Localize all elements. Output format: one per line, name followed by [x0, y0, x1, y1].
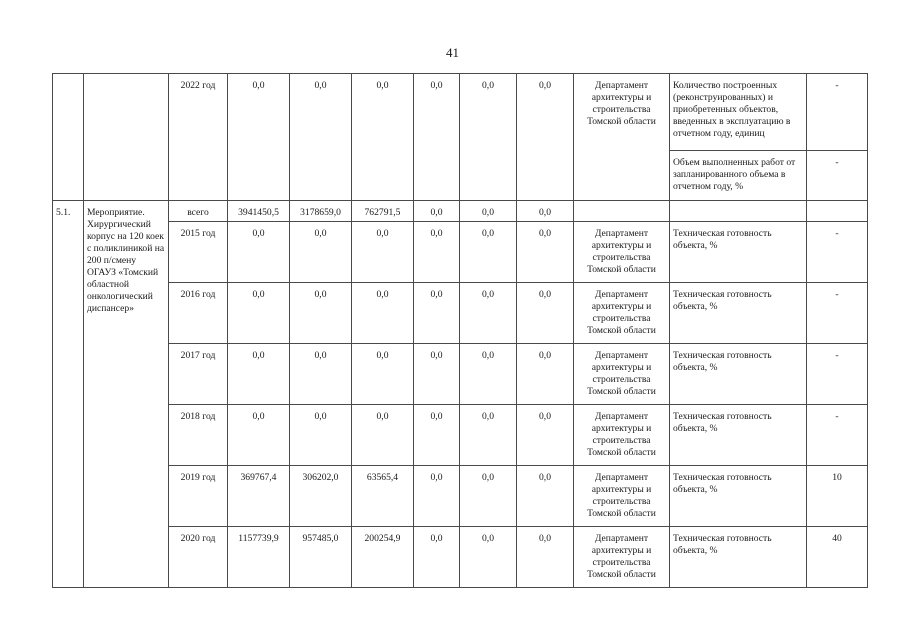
target-cell: - — [807, 222, 868, 283]
department-cell: Департамент архитектуры и строительства Томской области — [574, 405, 670, 466]
year-cell: 2017 год — [169, 344, 228, 405]
target-cell: - — [807, 405, 868, 466]
value-regional-cell: 0,0 — [352, 344, 414, 405]
value-tfoms-cell: 0,0 — [460, 201, 517, 222]
value-total-cell: 1157739,9 — [228, 527, 290, 588]
value-other-cell: 0,0 — [517, 74, 574, 201]
value-tfoms-cell: 0,0 — [460, 466, 517, 527]
value-total-cell: 369767,4 — [228, 466, 290, 527]
value-local-cell: 0,0 — [414, 527, 460, 588]
value-other-cell: 0,0 — [517, 283, 574, 344]
year-cell: 2022 год — [169, 74, 228, 201]
table-row-year — [53, 466, 868, 527]
value-total-cell: 0,0 — [228, 405, 290, 466]
value-local-cell: 0,0 — [414, 405, 460, 466]
value-local-cell: 0,0 — [414, 344, 460, 405]
table-row-year — [53, 283, 868, 344]
year-cell: 2016 год — [169, 283, 228, 344]
department-cell — [574, 201, 670, 222]
indicator-cell: Количество построенных (реконструированных) и приобретенных объектов, введенных в эксплуатацию в отчетном году, единиц — [670, 74, 807, 151]
year-cell: 2018 год — [169, 405, 228, 466]
indicator-cell: Техническая готовность объекта, % — [670, 283, 807, 344]
value-tfoms-cell: 0,0 — [460, 283, 517, 344]
target-cell: 10 — [807, 466, 868, 527]
indicator-cell: Техническая готовность объекта, % — [670, 405, 807, 466]
measure-name-cell: Мероприятие. Хирургический корпус на 120 коек с поликлиникой на 200 п/смену ОГАУЗ «Томский областной онкологический диспансер» — [84, 201, 169, 588]
value-other-cell: 0,0 — [517, 466, 574, 527]
target-cell: - — [807, 283, 868, 344]
value-other-cell: 0,0 — [517, 405, 574, 466]
empty-number-cell — [53, 74, 84, 201]
department-cell: Департамент архитектуры и строительства Томской области — [574, 283, 670, 344]
value-regional-cell: 63565,4 — [352, 466, 414, 527]
value-other-cell: 0,0 — [517, 222, 574, 283]
value-total-cell: 0,0 — [228, 222, 290, 283]
department-cell: Департамент архитектуры и строительства Томской области — [574, 466, 670, 527]
value-local-cell: 0,0 — [414, 283, 460, 344]
indicator-cell: Техническая готовность объекта, % — [670, 466, 807, 527]
value-federal-cell: 306202,0 — [290, 466, 352, 527]
table-row-year — [53, 344, 868, 405]
value-total-cell: 3941450,5 — [228, 201, 290, 222]
value-federal-cell: 957485,0 — [290, 527, 352, 588]
table-row-year — [53, 527, 868, 588]
year-cell: 2019 год — [169, 466, 228, 527]
value-federal-cell: 0,0 — [290, 222, 352, 283]
indicator-cell — [670, 201, 807, 222]
department-cell: Департамент архитектуры и строительства Томской области — [574, 527, 670, 588]
target-cell: 40 — [807, 527, 868, 588]
value-other-cell: 0,0 — [517, 527, 574, 588]
value-regional-cell: 0,0 — [352, 74, 414, 201]
target-cell — [807, 201, 868, 222]
value-regional-cell: 200254,9 — [352, 527, 414, 588]
value-federal-cell: 3178659,0 — [290, 201, 352, 222]
table-row-year — [53, 405, 868, 466]
value-local-cell: 0,0 — [414, 74, 460, 201]
target-cell: - — [807, 74, 868, 151]
value-local-cell: 0,0 — [414, 222, 460, 283]
value-federal-cell: 0,0 — [290, 74, 352, 201]
value-total-cell: 0,0 — [228, 283, 290, 344]
indicator-cell: Техническая готовность объекта, % — [670, 222, 807, 283]
value-total-cell: 0,0 — [228, 74, 290, 201]
value-tfoms-cell: 0,0 — [460, 344, 517, 405]
target-cell: - — [807, 344, 868, 405]
year-cell: 2015 год — [169, 222, 228, 283]
program-table — [52, 73, 868, 588]
value-regional-cell: 762791,5 — [352, 201, 414, 222]
value-local-cell: 0,0 — [414, 466, 460, 527]
value-other-cell: 0,0 — [517, 344, 574, 405]
value-total-cell: 0,0 — [228, 344, 290, 405]
page-number: 41 — [446, 45, 459, 60]
indicator-cell: Техническая готовность объекта, % — [670, 344, 807, 405]
table-row-year — [53, 222, 868, 283]
value-tfoms-cell: 0,0 — [460, 222, 517, 283]
value-other-cell: 0,0 — [517, 201, 574, 222]
value-regional-cell: 0,0 — [352, 283, 414, 344]
year-cell: 2020 год — [169, 527, 228, 588]
value-local-cell: 0,0 — [414, 201, 460, 222]
value-tfoms-cell: 0,0 — [460, 74, 517, 201]
table-row-2022 — [53, 74, 868, 151]
value-federal-cell: 0,0 — [290, 405, 352, 466]
value-regional-cell: 0,0 — [352, 222, 414, 283]
value-tfoms-cell: 0,0 — [460, 527, 517, 588]
empty-name-cell — [84, 74, 169, 201]
value-regional-cell: 0,0 — [352, 405, 414, 466]
target-cell: - — [807, 151, 868, 201]
value-federal-cell: 0,0 — [290, 344, 352, 405]
measure-number-cell: 5.1. — [53, 201, 84, 588]
indicator-cell: Объем выполненных работ от запланированного объема в отчетном году, % — [670, 151, 807, 201]
department-cell: Департамент архитектуры и строительства Томской области — [574, 222, 670, 283]
indicator-cell: Техническая готовность объекта, % — [670, 527, 807, 588]
value-tfoms-cell: 0,0 — [460, 405, 517, 466]
department-cell: Департамент архитектуры и строительства Томской области — [574, 74, 670, 201]
department-cell: Департамент архитектуры и строительства Томской области — [574, 344, 670, 405]
year-cell: всего — [169, 201, 228, 222]
table-row-total — [53, 201, 868, 222]
value-federal-cell: 0,0 — [290, 283, 352, 344]
